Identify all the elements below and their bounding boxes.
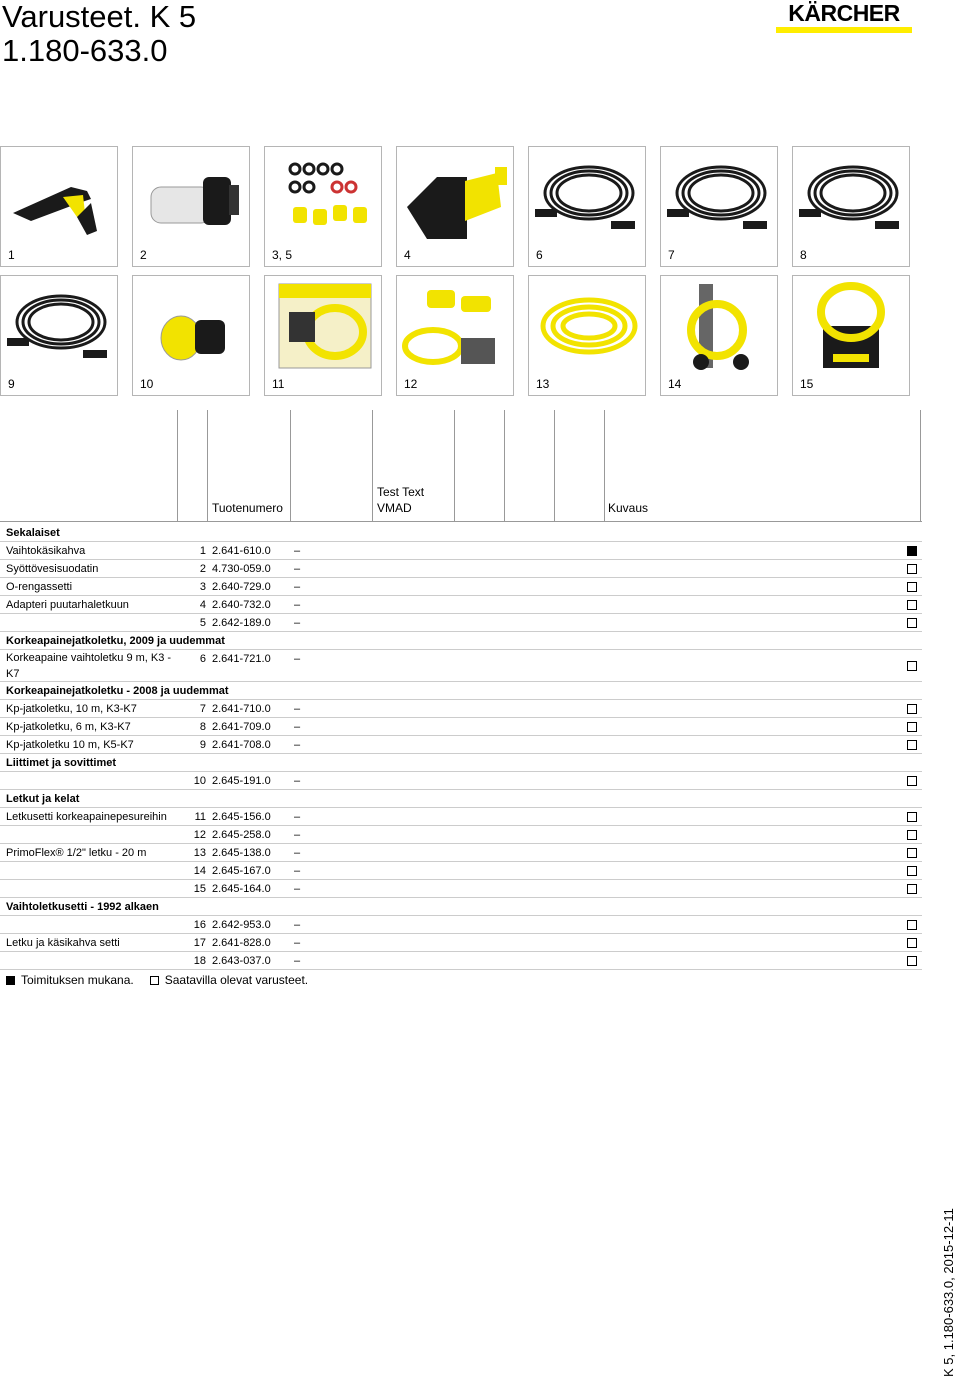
thumbnail-label: 7 xyxy=(668,248,675,262)
section-heading xyxy=(0,790,922,808)
table-row xyxy=(0,844,922,862)
item-number: 2 xyxy=(199,563,206,575)
table-row xyxy=(0,880,922,898)
thumbnail-label: 11 xyxy=(272,377,285,391)
empty-square-icon xyxy=(907,618,917,628)
item-name: O-rengassetti xyxy=(6,581,73,593)
section-title: Korkeapainejatkoletku - 2008 ja uudemmat xyxy=(6,685,229,697)
empty-square-icon xyxy=(907,884,917,894)
thumbnail-label: 4 xyxy=(404,248,411,262)
spray-gun-icon xyxy=(1,147,117,243)
header-test-text: Test Text xyxy=(377,485,425,499)
col-divider xyxy=(920,410,921,522)
footer-vertical-text: K 5, 1.180-633.0, 2015-12-11 xyxy=(941,1208,956,1377)
vmad-dash: – xyxy=(294,581,301,593)
section-heading xyxy=(0,898,922,916)
empty-square-icon xyxy=(907,564,917,574)
vmad-dash: – xyxy=(294,617,301,629)
section-heading xyxy=(0,682,922,700)
hose-coil-icon xyxy=(793,147,909,243)
empty-square-icon xyxy=(907,582,917,592)
table-row xyxy=(0,862,922,880)
thumbnail-label: 10 xyxy=(140,377,154,391)
col-divider xyxy=(554,410,555,522)
empty-square-icon xyxy=(907,920,917,930)
item-number: 10 xyxy=(193,775,206,787)
thumbnail-10 xyxy=(264,275,382,396)
page-title-line-2: 1.180-633.0 xyxy=(2,33,168,68)
thumbnail-13 xyxy=(660,275,778,396)
vmad-dash: – xyxy=(294,847,301,859)
col-divider xyxy=(604,410,605,522)
item-name: Kp-jatkoletku 10 m, K5-K7 xyxy=(6,739,134,751)
thumbnail-14 xyxy=(792,275,910,396)
vmad-dash: – xyxy=(294,955,301,967)
empty-square-icon xyxy=(150,976,159,985)
part-number: 2.641-721.0 xyxy=(212,653,271,665)
hose-reel-box-icon xyxy=(793,276,909,372)
table-row xyxy=(0,542,922,560)
vmad-dash: – xyxy=(294,883,301,895)
thumbnail-label: 2 xyxy=(140,248,147,262)
header-vmad: VMAD xyxy=(377,501,412,515)
logo-text: KÄRCHER xyxy=(788,0,900,26)
col-divider xyxy=(177,410,178,522)
table-header xyxy=(0,410,922,522)
empty-square-icon xyxy=(907,600,917,610)
section-title: Vaihtoletkusetti - 1992 alkaen xyxy=(6,901,159,913)
logo-yellow-bar xyxy=(776,27,912,33)
hose-coupling-set-icon xyxy=(397,276,513,372)
thumbnail-label: 14 xyxy=(668,377,682,391)
vmad-dash: – xyxy=(294,653,301,665)
thumbnail-1 xyxy=(0,146,118,267)
header-description: Kuvaus xyxy=(608,501,649,515)
hose-coil-icon xyxy=(1,276,117,372)
karcher-logo xyxy=(776,2,912,34)
thumbnail-label: 9 xyxy=(8,377,15,391)
item-number: 16 xyxy=(193,919,206,931)
empty-square-icon xyxy=(907,812,917,822)
thumbnail-4 xyxy=(396,146,514,267)
item-number: 14 xyxy=(193,865,206,877)
accessory-table xyxy=(0,410,922,970)
water-filter-icon xyxy=(133,147,249,243)
vmad-dash: – xyxy=(294,937,301,949)
table-row xyxy=(0,916,922,934)
item-number: 6 xyxy=(199,653,206,665)
legend-included: Toimituksen mukana. xyxy=(21,973,134,987)
vmad-dash: – xyxy=(294,545,301,557)
thumbnail-9 xyxy=(132,275,250,396)
hose-trolley-icon xyxy=(661,276,777,372)
part-number: 2.645-258.0 xyxy=(212,829,271,841)
vmad-dash: – xyxy=(294,703,301,715)
col-divider xyxy=(290,410,291,522)
filled-square-icon xyxy=(907,546,917,556)
part-number: 2.645-167.0 xyxy=(212,865,271,877)
coupling-icon xyxy=(133,276,249,372)
part-number: 2.641-709.0 xyxy=(212,721,271,733)
item-name: Adapteri puutarhaletkuun xyxy=(6,599,129,611)
item-number: 5 xyxy=(199,617,206,629)
hose-set-box-icon xyxy=(265,276,381,372)
hose-coil-icon xyxy=(529,147,645,243)
yellow-hose-icon xyxy=(529,276,645,372)
thumbnail-label: 12 xyxy=(404,377,418,391)
col-divider xyxy=(504,410,505,522)
table-row xyxy=(0,700,922,718)
table-row xyxy=(0,614,922,632)
section-title: Korkeapainejatkoletku, 2009 ja uudemmat xyxy=(6,635,225,647)
legend-available: Saatavilla olevat varusteet. xyxy=(164,973,309,987)
item-number: 17 xyxy=(193,937,206,949)
empty-square-icon xyxy=(907,848,917,858)
table-row xyxy=(0,560,922,578)
part-number: 4.730-059.0 xyxy=(212,563,271,575)
thumbnail-2 xyxy=(132,146,250,267)
thumbnail-11 xyxy=(396,275,514,396)
col-divider xyxy=(454,410,455,522)
empty-square-icon xyxy=(907,661,917,671)
item-number: 1 xyxy=(199,545,206,557)
item-number: 12 xyxy=(193,829,206,841)
thumbnail-label: 15 xyxy=(800,377,814,391)
part-number: 2.645-156.0 xyxy=(212,811,271,823)
item-number: 7 xyxy=(199,703,206,715)
col-divider xyxy=(207,410,208,522)
part-number: 2.645-191.0 xyxy=(212,775,271,787)
thumbnail-label: 1 xyxy=(8,248,15,262)
item-name: Letku ja käsikahva setti xyxy=(6,937,120,949)
item-number: 11 xyxy=(194,811,206,823)
empty-square-icon xyxy=(907,722,917,732)
table-row xyxy=(0,952,922,970)
item-number: 18 xyxy=(193,955,206,967)
part-number: 2.643-037.0 xyxy=(212,955,271,967)
item-name: Kp-jatkoletku, 6 m, K3-K7 xyxy=(6,721,131,733)
part-number: 2.642-953.0 xyxy=(212,919,271,931)
o-ring-set-icon xyxy=(265,147,381,243)
empty-square-icon xyxy=(907,776,917,786)
table-row xyxy=(0,934,922,952)
page-title xyxy=(2,0,196,68)
header-part-number: Tuotenumero xyxy=(212,501,283,515)
thumbnail-label: 8 xyxy=(800,248,807,262)
thumbnail-6 xyxy=(660,146,778,267)
thumbnail-5 xyxy=(528,146,646,267)
table-row xyxy=(0,826,922,844)
thumbnail-7 xyxy=(792,146,910,267)
item-number: 8 xyxy=(199,721,206,733)
part-number: 2.641-610.0 xyxy=(212,545,271,557)
part-number: 2.640-732.0 xyxy=(212,599,271,611)
item-name: Kp-jatkoletku, 10 m, K3-K7 xyxy=(6,703,137,715)
vmad-dash: – xyxy=(294,811,301,823)
part-number: 2.640-729.0 xyxy=(212,581,271,593)
vmad-dash: – xyxy=(294,739,301,751)
part-number: 2.642-189.0 xyxy=(212,617,271,629)
thumbnail-label: 6 xyxy=(536,248,543,262)
thumbnail-3 xyxy=(264,146,382,267)
vmad-dash: – xyxy=(294,721,301,733)
section-title: Liittimet ja sovittimet xyxy=(6,757,117,769)
section-title: Sekalaiset xyxy=(6,527,60,539)
vmad-dash: – xyxy=(294,775,301,787)
thumbnail-12 xyxy=(528,275,646,396)
table-row xyxy=(0,736,922,754)
item-name: Korkeapaine vaihtoletku 9 m, K3 - K7 xyxy=(6,652,172,680)
thumbnail-label: 13 xyxy=(536,377,550,391)
item-number: 3 xyxy=(199,581,206,593)
thumbnail-8 xyxy=(0,275,118,396)
item-number: 15 xyxy=(193,883,206,895)
item-number: 9 xyxy=(199,739,206,751)
item-number: 4 xyxy=(199,599,206,611)
section-heading xyxy=(0,754,922,772)
page-title-line-1: Varusteet. K 5 xyxy=(2,0,197,34)
part-number: 2.645-164.0 xyxy=(212,883,271,895)
vmad-dash: – xyxy=(294,919,301,931)
empty-square-icon xyxy=(907,740,917,750)
garden-hose-adapter-icon xyxy=(397,147,513,243)
col-divider xyxy=(372,410,373,522)
hose-coil-icon xyxy=(661,147,777,243)
section-heading xyxy=(0,632,922,650)
legend xyxy=(6,973,308,987)
empty-square-icon xyxy=(907,938,917,948)
part-number: 2.645-138.0 xyxy=(212,847,271,859)
vmad-dash: – xyxy=(294,829,301,841)
section-title: Letkut ja kelat xyxy=(6,793,80,805)
table-row xyxy=(0,718,922,736)
table-row xyxy=(0,596,922,614)
item-name: Vaihtokäsikahva xyxy=(6,545,86,557)
table-row xyxy=(0,650,922,682)
table-row xyxy=(0,808,922,826)
table-row xyxy=(0,772,922,790)
item-number: 13 xyxy=(193,847,206,859)
section-heading xyxy=(0,524,922,542)
vmad-dash: – xyxy=(294,563,301,575)
vmad-dash: – xyxy=(294,599,301,611)
empty-square-icon xyxy=(907,866,917,876)
item-name: Syöttövesisuodatin xyxy=(6,563,99,575)
item-name: Letkusetti korkeapainepesureihin xyxy=(6,811,167,823)
item-name: PrimoFlex® 1/2" letku - 20 m xyxy=(6,847,147,859)
table-row xyxy=(0,578,922,596)
part-number: 2.641-708.0 xyxy=(212,739,271,751)
part-number: 2.641-710.0 xyxy=(212,703,271,715)
vmad-dash: – xyxy=(294,865,301,877)
empty-square-icon xyxy=(907,704,917,714)
empty-square-icon xyxy=(907,830,917,840)
empty-square-icon xyxy=(907,956,917,966)
thumbnail-label: 3, 5 xyxy=(272,248,293,262)
part-number: 2.641-828.0 xyxy=(212,937,271,949)
filled-square-icon xyxy=(6,976,15,985)
